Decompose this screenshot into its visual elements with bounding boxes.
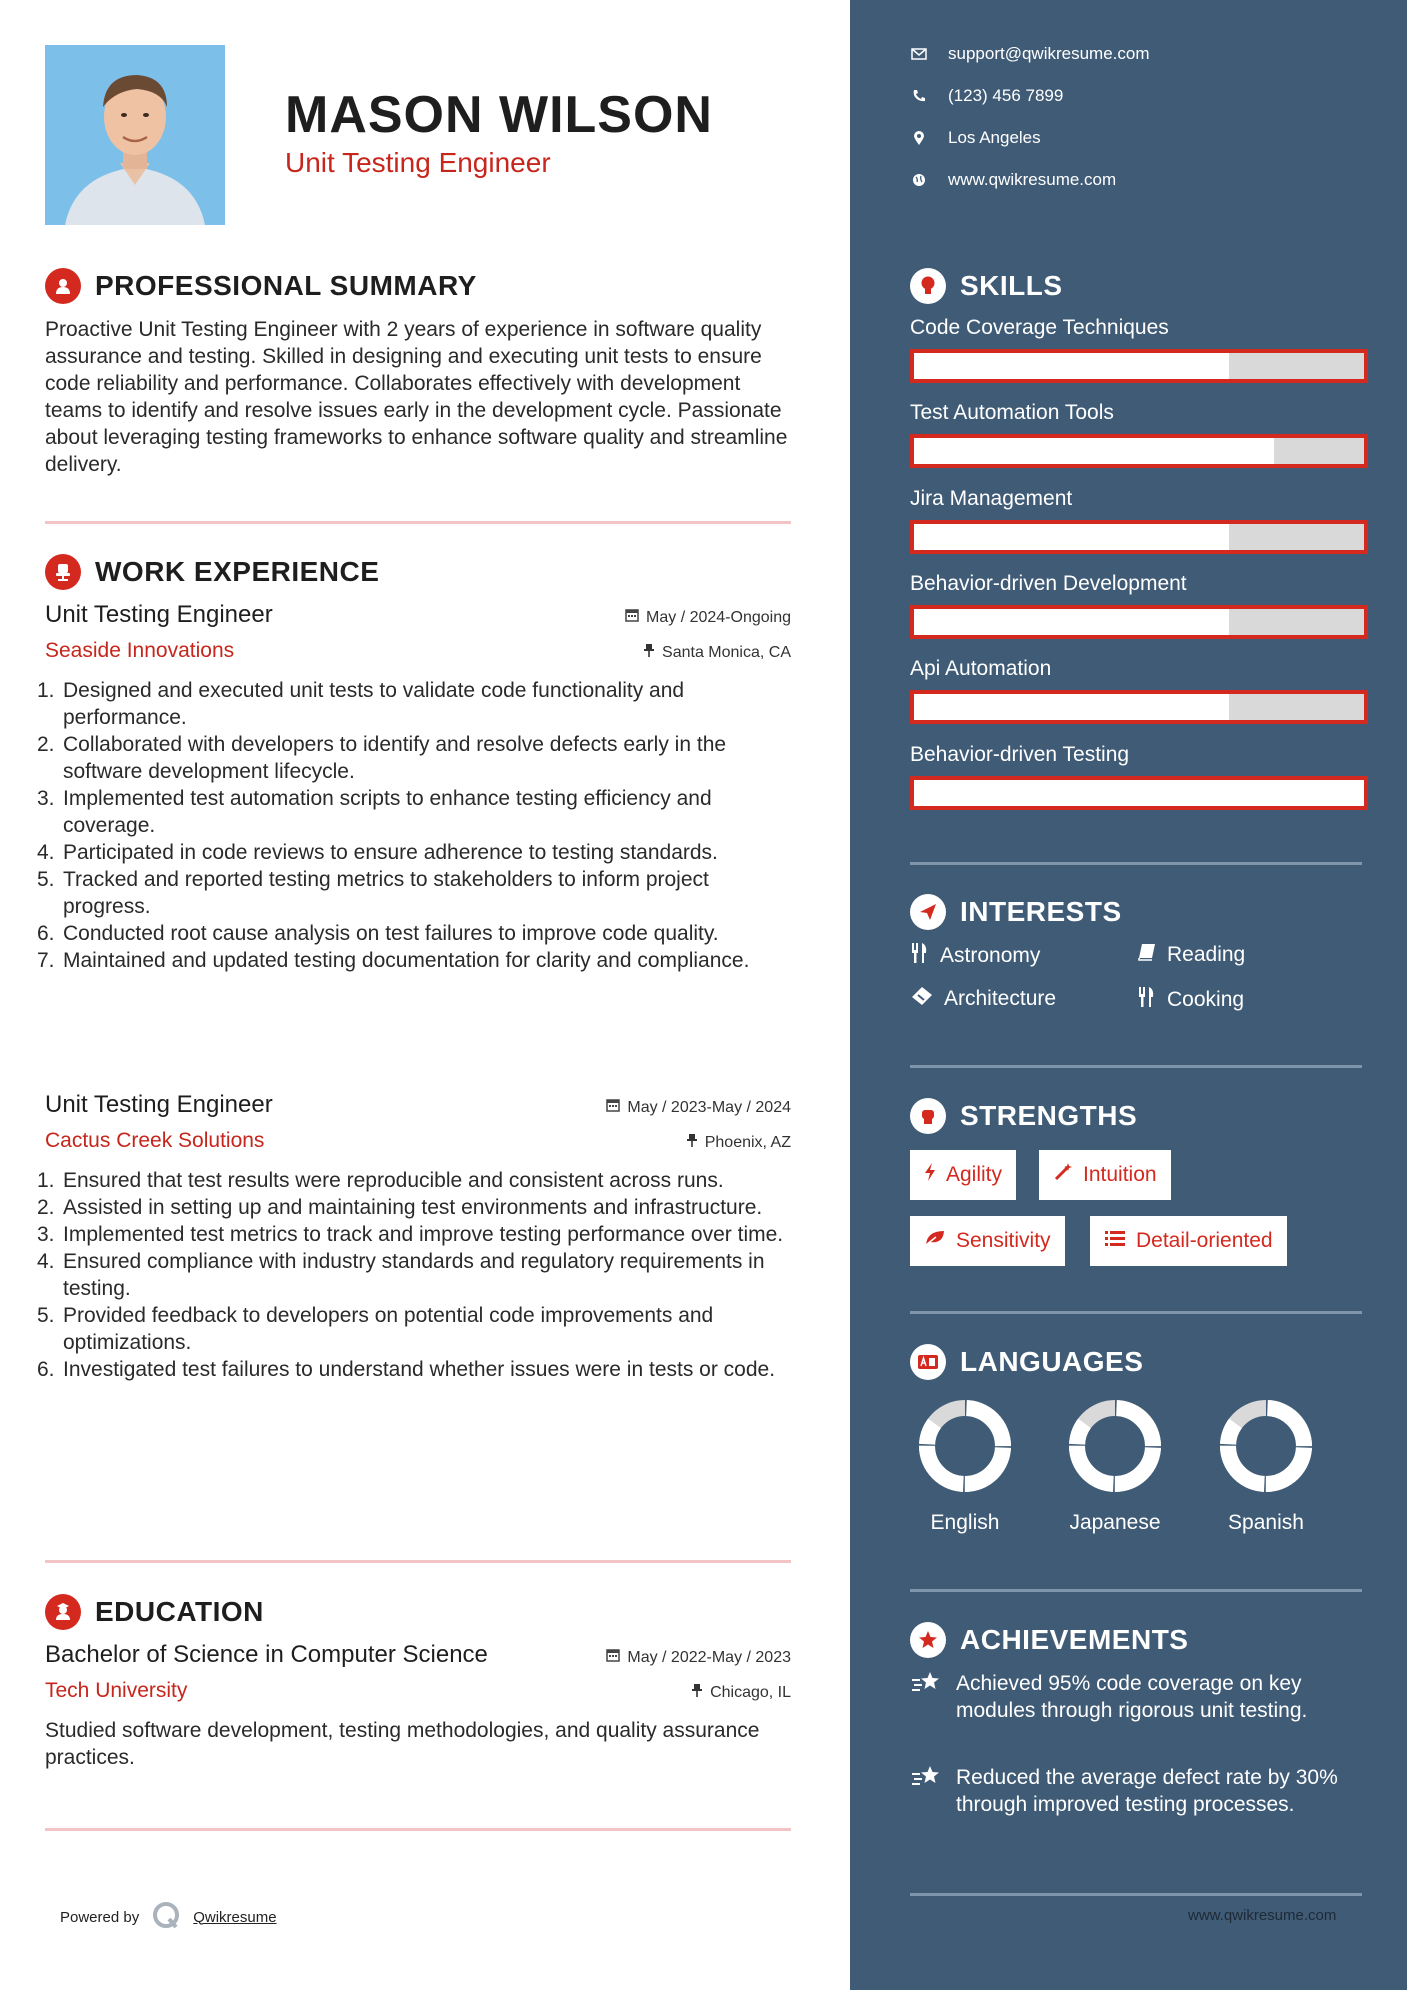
qwikresume-link[interactable]: Qwikresume — [193, 1908, 277, 1926]
skill-bar — [910, 520, 1368, 554]
powered-by-label: Powered by — [60, 1908, 140, 1926]
achievement-text: Achieved 95% code coverage on key modules through rigorous unit testing. — [956, 1672, 1308, 1722]
footer-url[interactable]: www.qwikresume.com — [1188, 1907, 1337, 1924]
job-date-text: May / 2024-Ongoing — [646, 608, 791, 626]
list-item: 3. Implemented test automation scripts to enhance testing efficiency and coverage. — [37, 787, 712, 837]
strength-tag — [910, 1150, 1016, 1200]
skill-item — [910, 316, 1370, 383]
strength-tag — [910, 1216, 1065, 1266]
job-location — [686, 1133, 791, 1152]
ticket-icon — [910, 986, 934, 1012]
interest-label: Astronomy — [940, 944, 1041, 967]
language-item — [1060, 1396, 1170, 1535]
skill-name: Jira Management — [910, 487, 1073, 510]
language-name: Japanese — [1069, 1511, 1161, 1534]
translate-icon — [910, 1344, 946, 1380]
email-text[interactable]: support@qwikresume.com — [948, 44, 1150, 63]
skill-bar — [910, 605, 1368, 639]
list-item: 3. Implemented test metrics to track and improve testing performance over time. — [37, 1223, 784, 1246]
user-icon — [45, 268, 81, 304]
job-role: Unit Testing Engineer — [45, 601, 273, 628]
interest-item — [910, 986, 1056, 1012]
section-divider — [910, 862, 1362, 865]
job-duties — [37, 677, 791, 974]
degree: Bachelor of Science in Computer Science — [45, 1641, 488, 1668]
language-ring — [1216, 1396, 1316, 1496]
skill-item — [910, 401, 1370, 468]
skill-name: Behavior-driven Development — [910, 572, 1187, 595]
lightbulb-icon — [910, 268, 946, 304]
job-role: Unit Testing Engineer — [45, 1091, 273, 1118]
interest-label: Cooking — [1167, 988, 1245, 1011]
skills-header — [910, 268, 1063, 304]
achievements-heading: ACHIEVEMENTS — [960, 1624, 1189, 1655]
strength-tag — [1090, 1216, 1287, 1266]
school: Tech University — [45, 1679, 188, 1702]
list-icon — [1104, 1229, 1126, 1253]
list-item: 1. Ensured that test results were reproducible and consistent across runs. — [37, 1169, 724, 1192]
achievements-header — [910, 1622, 1188, 1658]
shooting-star-icon — [910, 1670, 944, 1724]
location-pin-icon — [910, 130, 928, 146]
strength-tag — [1039, 1150, 1171, 1200]
job-location — [643, 643, 791, 662]
education-location — [691, 1683, 791, 1702]
sidebar — [850, 0, 1407, 1990]
job-location-text: Phoenix, AZ — [704, 1133, 791, 1151]
calendar-icon — [625, 608, 639, 627]
fist-icon — [910, 1098, 946, 1134]
job-date — [625, 608, 791, 627]
job-date — [606, 1098, 791, 1117]
contact-location — [910, 128, 1041, 148]
pin-icon — [686, 1133, 698, 1152]
education-heading: EDUCATION — [95, 1596, 264, 1627]
paper-plane-icon — [910, 894, 946, 930]
skill-name: Api Automation — [910, 657, 1052, 680]
skill-bar-fill — [914, 609, 1229, 635]
strength-label: Detail-oriented — [1136, 1229, 1273, 1252]
skill-bar — [910, 434, 1368, 468]
magic-wand-icon — [1053, 1162, 1073, 1188]
skill-bar-fill — [914, 524, 1229, 550]
strengths-header — [910, 1098, 1137, 1134]
candidate-name: MASON WILSON — [285, 86, 713, 144]
education-location-text: Chicago, IL — [710, 1683, 791, 1701]
skill-bar — [910, 690, 1368, 724]
summary-heading: PROFESSIONAL SUMMARY — [95, 270, 477, 301]
bolt-icon — [924, 1162, 936, 1188]
language-name: English — [930, 1511, 1000, 1534]
languages-heading: LANGUAGES — [960, 1346, 1144, 1377]
achievement-item — [910, 1764, 1350, 1818]
utensils-icon — [910, 942, 930, 970]
book-icon — [1137, 942, 1157, 968]
language-item — [910, 1396, 1020, 1535]
job-location-text: Santa Monica, CA — [662, 643, 791, 661]
section-divider — [910, 1311, 1362, 1314]
language-ring — [915, 1396, 1015, 1496]
utensils-icon — [1137, 986, 1157, 1014]
list-item: 4. Ensured compliance with industry standards and regulatory requirements in testing. — [37, 1250, 765, 1300]
skill-item — [910, 487, 1370, 554]
list-item: 6. Conducted root cause analysis on test failures to improve code quality. — [37, 922, 719, 945]
phone-text: (123) 456 7899 — [948, 86, 1064, 105]
calendar-icon — [606, 1098, 620, 1117]
skill-bar — [910, 349, 1368, 383]
achievement-text: Reduced the average defect rate by 30% through improved testing processes. — [956, 1766, 1338, 1816]
skills-heading: SKILLS — [960, 270, 1063, 301]
education-date-text: May / 2022-May / 2023 — [627, 1648, 791, 1666]
interest-label: Architecture — [944, 987, 1057, 1010]
language-item — [1211, 1396, 1321, 1535]
contact-phone — [910, 86, 1063, 106]
qwikresume-logo-icon — [151, 1900, 181, 1934]
languages-header — [910, 1344, 1143, 1380]
list-item: 5. Provided feedback to developers on potential code improvements and optimizations. — [37, 1304, 714, 1354]
strengths-heading: STRENGTHS — [960, 1100, 1138, 1131]
skill-bar-fill — [914, 438, 1274, 464]
summary-header — [45, 268, 477, 304]
phone-icon — [910, 89, 928, 103]
shooting-star-icon — [910, 1764, 944, 1818]
list-item: 1. Designed and executed unit tests to validate code functionality and performance. — [37, 679, 685, 729]
skill-bar-fill — [914, 694, 1229, 720]
interest-item — [1137, 986, 1244, 1014]
job-entry — [37, 1091, 791, 1383]
achievement-item — [910, 1670, 1350, 1724]
profile-photo — [45, 45, 225, 225]
section-divider — [45, 1560, 791, 1563]
job-company: Seaside Innovations — [45, 639, 235, 662]
contact-website — [910, 170, 1116, 190]
strength-label: Sensitivity — [956, 1229, 1051, 1252]
contact-email — [910, 44, 1150, 64]
strength-label: Intuition — [1083, 1163, 1157, 1186]
globe-icon — [910, 173, 928, 187]
skill-bar — [910, 776, 1368, 810]
job-duties — [37, 1167, 791, 1383]
summary-text: Proactive Unit Testing Engineer with 2 years of experience in software quality assurance and testing. Skilled in designing and executing unit tests to ensure code reliability and performance. Collaborates effectively with development teams to identify and resolve issues early in the development cycle. Passionate about leveraging testing frameworks to enhance software quality and streamline delivery. — [45, 318, 788, 476]
website-text[interactable]: www.qwikresume.com — [948, 170, 1117, 189]
leaf-icon — [924, 1229, 946, 1253]
section-divider — [910, 1065, 1362, 1068]
list-item: 2. Assisted in setting up and maintaining test environments and infrastructure. — [37, 1196, 763, 1219]
education-entry — [45, 1641, 791, 1771]
interest-label: Reading — [1167, 943, 1246, 966]
experience-heading: WORK EXPERIENCE — [95, 556, 380, 587]
list-item: 7. Maintained and updated testing documentation for clarity and compliance. — [37, 949, 750, 972]
list-item: 6. Investigated test failures to understand whether issues were in tests or code. — [37, 1358, 776, 1381]
interests-header — [910, 894, 1122, 930]
experience-header — [45, 554, 379, 590]
section-divider — [45, 1828, 791, 1831]
pin-icon — [643, 643, 655, 662]
skill-bar-fill — [914, 353, 1229, 379]
job-company: Cactus Creek Solutions — [45, 1129, 265, 1152]
envelope-icon — [910, 48, 928, 60]
candidate-title: Unit Testing Engineer — [285, 147, 551, 178]
calendar-icon — [606, 1648, 620, 1667]
language-name: Spanish — [1228, 1511, 1304, 1534]
skill-name: Behavior-driven Testing — [910, 743, 1130, 766]
skill-item — [910, 657, 1370, 724]
list-item: 4. Participated in code reviews to ensure adherence to testing standards. — [37, 841, 718, 864]
interest-item — [910, 942, 1040, 970]
star-badge-icon — [910, 1622, 946, 1658]
skill-name: Test Automation Tools — [910, 401, 1114, 424]
skill-name: Code Coverage Techniques — [910, 316, 1169, 339]
office-chair-icon — [45, 554, 81, 590]
section-divider — [910, 1589, 1362, 1592]
interests-heading: INTERESTS — [960, 896, 1122, 927]
education-date — [606, 1648, 791, 1667]
language-ring — [1065, 1396, 1165, 1496]
skill-bar-fill — [914, 780, 1364, 806]
job-entry — [37, 601, 791, 974]
list-item: 2. Collaborated with developers to identify and resolve defects early in the software development lifecycle. — [37, 733, 727, 783]
section-divider — [910, 1893, 1362, 1896]
skill-item — [910, 572, 1370, 639]
list-item: 5. Tracked and reported testing metrics to stakeholders to inform project progress. — [37, 868, 709, 918]
education-description: Studied software development, testing methodologies, and quality assurance practices. — [45, 1719, 760, 1769]
strength-label: Agility — [946, 1163, 1003, 1186]
graduate-icon — [45, 1594, 81, 1630]
location-text: Los Angeles — [948, 128, 1041, 147]
pin-icon — [691, 1683, 703, 1702]
interest-item — [1137, 942, 1245, 968]
section-divider — [45, 521, 791, 524]
skill-item — [910, 743, 1370, 810]
powered-by — [60, 1900, 277, 1934]
education-header — [45, 1594, 264, 1630]
job-date-text: May / 2023-May / 2024 — [627, 1098, 791, 1116]
